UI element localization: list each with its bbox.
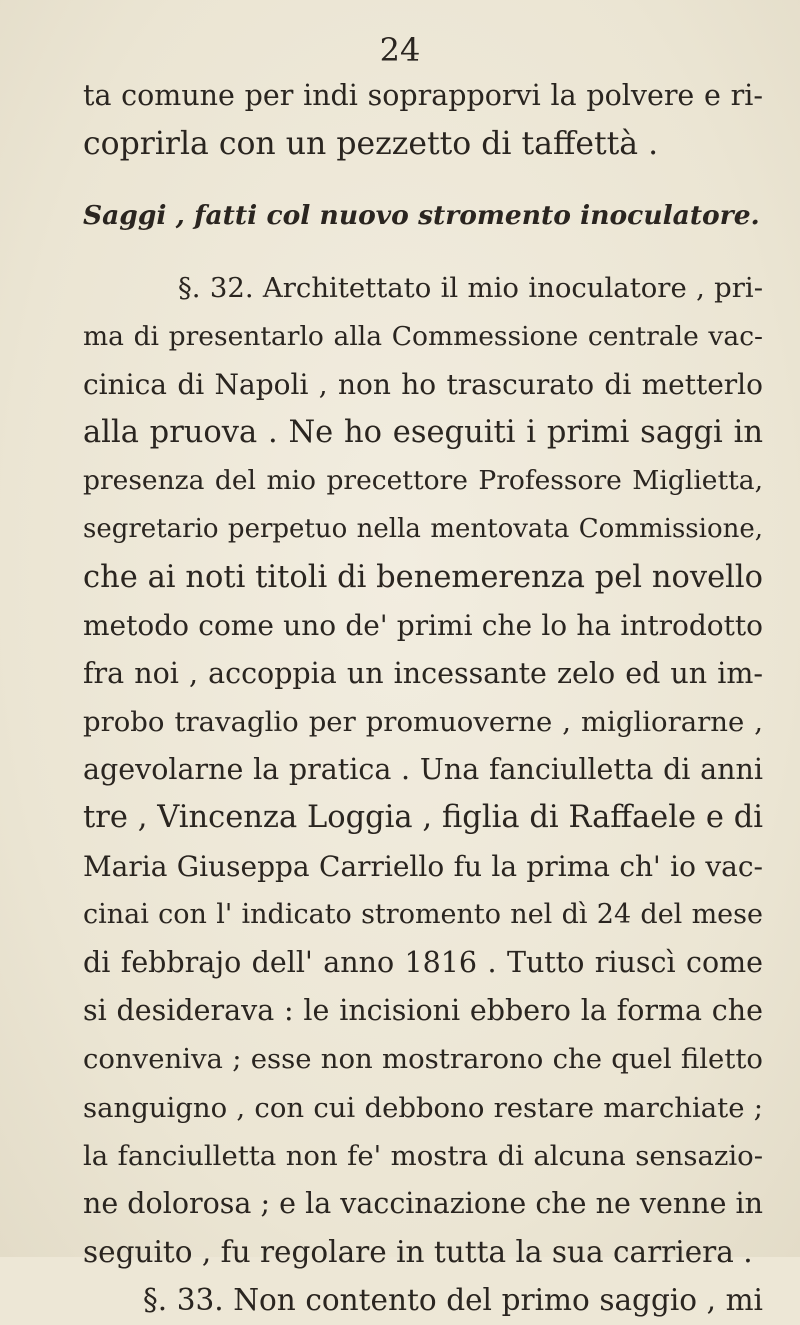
text-line: segretario perpetuo nella mentovata Commissione, <box>83 514 763 545</box>
text-line: Maria Giuseppa Carriello fu la prima ch' io vac- <box>83 849 763 883</box>
text-line: §. 33. Non contento del primo saggio , mi <box>143 1283 763 1318</box>
section-heading: Saggi , fatti col nuovo stromento inoculatore. <box>83 200 760 232</box>
text-line: ne dolorosa ; e la vaccinazione che ne venne in <box>83 1186 763 1220</box>
text-line: sanguigno , con cui debbono restare marchiate ; <box>83 1091 763 1124</box>
text-line: conveniva ; esse non mostrarono che quel filetto <box>83 1043 763 1076</box>
text-body <box>83 72 763 1325</box>
text-line: cinai con l' indicato stromento nel dì 24 del mese <box>83 898 763 930</box>
text-line: ma di presentarlo alla Commessione centrale vac- <box>83 320 763 352</box>
text-line: la fanciulletta non fe' mostra di alcuna sensazio- <box>83 1139 763 1172</box>
text-line: tre , Vincenza Loggia , figlia di Raffaele e di <box>83 800 763 836</box>
text-line: alla pruova . Ne ho eseguiti i primi saggi in <box>83 414 763 450</box>
text-line: coprirla con un pezzetto di taffettà . <box>83 126 659 163</box>
text-line: si desiderava : le incisioni ebbero la forma che <box>83 994 763 1028</box>
page-number: 24 <box>379 31 421 69</box>
text-line: seguito , fu regolare in tutta la sua carriera . <box>83 1235 753 1270</box>
text-line: §. 32. Architettato il mio inoculatore , pri- <box>178 272 763 305</box>
text-line: probo travaglio per promuoverne , migliorarne , <box>83 706 763 739</box>
text-line: metodo come uno de' primi che lo ha introdotto <box>83 608 763 642</box>
text-line: che ai noti titoli di benemerenza pel novello <box>83 559 763 595</box>
text-line: di febbrajo dell' anno 1816 . Tutto riuscì come <box>83 946 763 979</box>
text-line: presenza del mio precettore Professore Miglietta, <box>83 465 763 497</box>
text-line: fra noi , accoppia un incessante zelo ed un im- <box>83 656 763 690</box>
text-line: agevolarne la pratica . Una fanciulletta di anni <box>83 753 763 787</box>
text-line: ta comune per indi soprapporvi la polvere e ri- <box>83 79 763 112</box>
text-line: cinica di Napoli , non ho trascurato di metterlo <box>83 367 763 401</box>
